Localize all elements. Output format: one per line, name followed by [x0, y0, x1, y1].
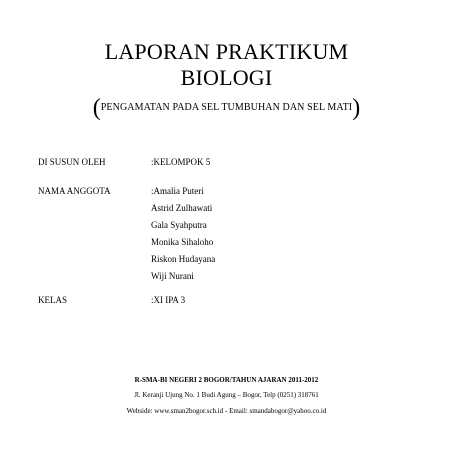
member-item: Monika Sihaloho: [151, 237, 214, 247]
report-subject: BIOLOGI: [180, 65, 273, 90]
school-address: Jl. Keranji Ujung No. 1 Budi Agung – Bogor, Telp (0251) 318761: [134, 391, 319, 399]
kelas-value: :XI IPA 3: [151, 295, 186, 305]
disusun-value: :KELOMPOK 5: [151, 157, 211, 167]
member-item: Astrid Zulhawati: [151, 203, 213, 213]
disusun-label: DI SUSUN OLEH: [38, 157, 106, 167]
member-item: Wiji Nurani: [151, 271, 194, 281]
subtitle-open-paren: (: [92, 95, 101, 121]
member-item: Gala Syahputra: [151, 220, 207, 230]
report-title: LAPORAN PRAKTIKUM: [104, 39, 349, 64]
kelas-label: KELAS: [38, 295, 67, 305]
member-item: Riskon Hudayana: [151, 254, 216, 264]
member-item: :Amalia Puteri: [151, 186, 204, 196]
subtitle-close-paren: ): [352, 95, 361, 121]
report-subtitle: [0, 94, 453, 122]
school-contact: Webside: www.sman2bogor.sch.id - Email: smandabogor@yahoo.co.id: [126, 407, 327, 415]
subtitle-text: PENGAMATAN PADA SEL TUMBUHAN DAN SEL MATI: [100, 102, 353, 113]
anggota-label: NAMA ANGGOTA: [38, 186, 111, 196]
school-name: R-SMA-BI NEGERI 2 BOGOR/TAHUN AJARAN 2011-2012: [134, 376, 319, 384]
